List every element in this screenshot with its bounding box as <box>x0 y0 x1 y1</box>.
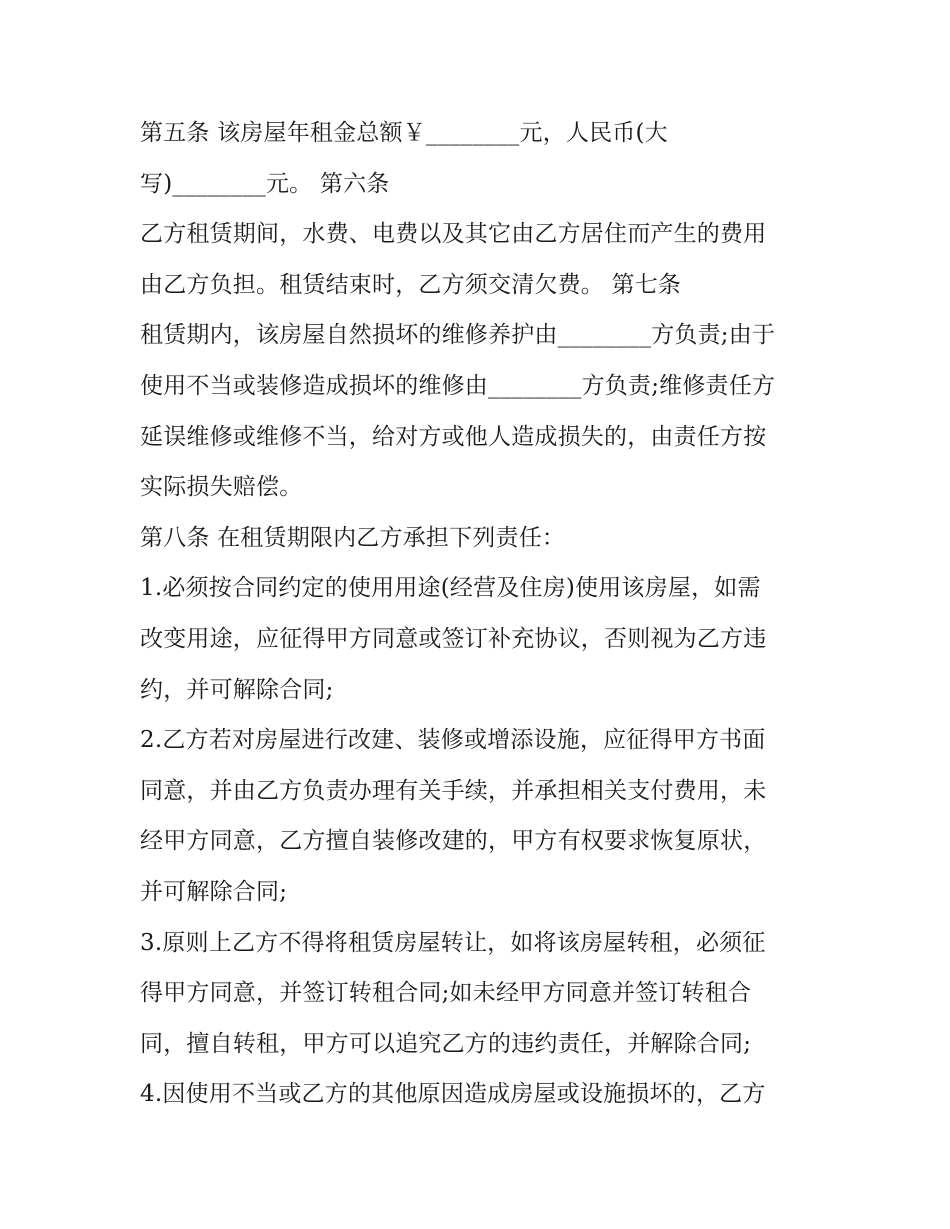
contract-text-block <box>140 108 820 1120</box>
text-line: 租赁期内，该房屋自然损坏的维修养护由________方负责;由于 <box>140 322 776 349</box>
text-line: 乙方租赁期间，水费、电费以及其它由乙方居住而产生的费用 <box>140 221 767 248</box>
text-line: 第八条 在租赁期限内乙方承担下列责任： <box>140 524 566 551</box>
text-line: 同，擅自转租，甲方可以追究乙方的违约责任，并解除合同; <box>140 1030 752 1057</box>
text-line: 经甲方同意，乙方擅自装修改建的，甲方有权要求恢复原状， <box>140 828 767 855</box>
text-line: 3.原则上乙方不得将租赁房屋转让，如将该房屋转租，必须征 <box>140 929 766 956</box>
text-line: 约，并可解除合同; <box>140 676 334 703</box>
text-line: 并可解除合同; <box>140 878 288 905</box>
text-line: 由乙方负担。租赁结束时，乙方须交清欠费。 第七条 <box>140 271 682 298</box>
text-line: 第五条 该房屋年租金总额￥________元，人民币(大 <box>140 120 668 146</box>
text-line: 2.乙方若对房屋进行改建、装修或增添设施，应征得甲方书面 <box>140 727 766 754</box>
text-line: 得甲方同意，并签订转租合同;如未经甲方同意并签订转租合 <box>140 980 752 1007</box>
text-line: 改变用途，应征得甲方同意或签订补充协议，否则视为乙方违 <box>140 625 767 652</box>
text-line: 写)________元。 第六条 <box>140 170 390 197</box>
text-line: 实际损失赔偿。 <box>140 474 303 501</box>
text-line: 4.因使用不当或乙方的其他原因造成房屋或设施损坏的，乙方 <box>140 1081 766 1108</box>
text-line: 延误维修或维修不当，给对方或他人造成损失的，由责任方按 <box>140 423 767 450</box>
text-line: 使用不当或装修造成损坏的维修由________方负责;维修责任方 <box>140 372 776 399</box>
text-line: 1.必须按合同约定的使用用途(经营及住房)使用该房屋，如需 <box>140 575 761 602</box>
text-line: 同意，并由乙方负责办理有关手续，并承担相关支付费用，未 <box>140 777 767 804</box>
